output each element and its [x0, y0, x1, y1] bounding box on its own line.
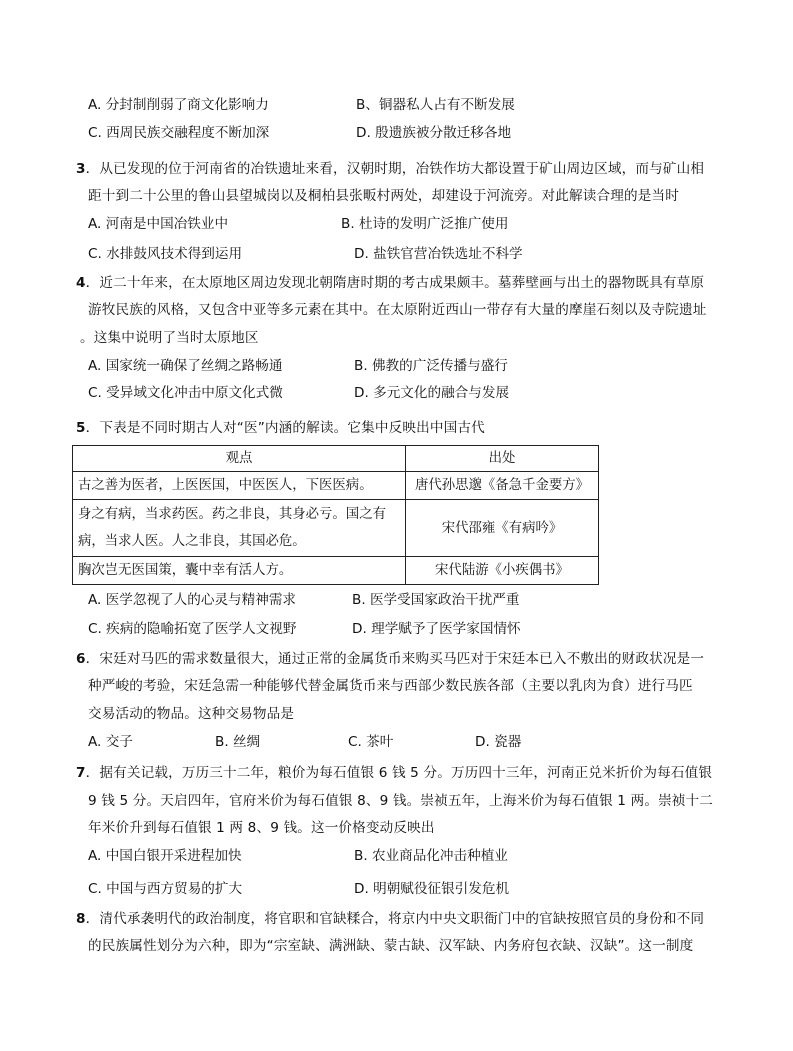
q5-option-c: C. 疾病的隐喻拓宽了医学人文视野: [88, 621, 297, 637]
q6-stem-line3: 交易活动的物品。这种交易物品是: [88, 706, 295, 722]
q4-stem-text1: ．近二十年来，在太原地区周边发现北朝隋唐时期的考古成果颇丰。墓葬壁画与出土的器物既具有草原: [85, 275, 705, 291]
q8-stem-line1: [76, 910, 704, 928]
q3-option-b: B. 杜诗的发明广泛推广使用: [341, 216, 509, 232]
q5-table-source-1: 唐代孙思邈《备急千金要方》: [406, 472, 599, 500]
q4-stem-line1: [76, 274, 704, 292]
q6-number: 6: [76, 651, 86, 667]
q8-stem-text1: ．清代承袭明代的政治制度，将官职和官缺糅合，将京内中央文职衙门中的官缺按照官员的身份和不同: [85, 911, 705, 927]
q8-number: 8: [76, 911, 86, 927]
q2-option-c: C. 西周民族交融程度不断加深: [88, 125, 270, 141]
q3-option-a: A. 河南是中国冶铁业中: [88, 216, 229, 232]
table-row: [73, 472, 599, 500]
q5-option-b: B. 医学受国家政治干扰严重: [352, 592, 520, 608]
q7-stem-line3: 年米价升到每石值银 1 两 8、9 钱。这一价格变动反映出: [88, 820, 435, 836]
q3-stem-line2: 距十到二十公里的鲁山县望城岗以及桐柏县张畈村两处，却建设于河流旁。对此解读合理的是当时: [88, 188, 679, 204]
table-row: [73, 557, 599, 585]
q6-stem-line1: [76, 650, 704, 668]
q4-number: 4: [76, 275, 86, 291]
q6-stem-text1: ．宋廷对马匹的需求数量很大，通过正常的金属货币来购买马匹对于宋廷本已入不敷出的财政状况是一: [85, 651, 705, 667]
q7-option-c: C. 中国与西方贸易的扩大: [88, 881, 243, 897]
q6-option-b: B. 丝绸: [215, 734, 261, 750]
q4-option-c: C. 受异域文化冲击中原文化式微: [88, 385, 283, 401]
q5-table-view-2: 身之有病，当求药医。药之非良，其身必亏。国之有病，当求人医。人之非良，其国必危。: [73, 500, 406, 557]
q3-number: 3: [76, 161, 86, 177]
q5-table-header-source: 出处: [406, 446, 599, 472]
q7-stem-line1: [76, 764, 712, 782]
q4-option-a: A. 国家统一确保了丝绸之路畅通: [88, 358, 283, 374]
q7-stem-line2: 9 钱 5 分。天启四年，官府米价为每石值银 8、9 钱。崇祯五年，上海米价为每石值银 1 两。崇祯十二: [88, 793, 714, 809]
q4-stem-line2: 游牧民族的风格，又包含中亚等多元素在其中。在太原附近西山一带存有大量的摩崖石刻以及寺院遗址: [88, 302, 707, 318]
q5-table-view-1: 古之善为医者，上医医国，中医医人，下医医病。: [73, 472, 406, 500]
q3-option-d: D. 盐铁官营冶铁选址不科学: [354, 246, 523, 262]
q5-stem: [76, 419, 485, 437]
q5-option-a: A. 医学忽视了人的心灵与精神需求: [88, 592, 297, 608]
q3-option-c: C. 水排鼓风技术得到运用: [88, 246, 243, 262]
q7-option-d: D. 明朝赋役征银引发危机: [354, 881, 510, 897]
q5-option-d: D. 理学赋予了医学家国情怀: [352, 621, 521, 637]
q8-stem-line2: 的民族属性划分为六种，即为“宗室缺、满洲缺、蒙古缺、汉军缺、内务府包衣缺、汉缺”。这一制度: [88, 938, 694, 954]
q5-table: [72, 445, 599, 585]
q5-table-header-view: 观点: [73, 446, 406, 472]
q6-stem-line2: 种严峻的考验，宋廷急需一种能够代替金属货币来与西部少数民族各部（主要以乳肉为食）进行马匹: [88, 678, 693, 694]
q3-stem-text1: ．从已发现的位于河南省的冶铁遗址来看，汉朝时期，冶铁作坊大都设置于矿山周边区域，而与矿山相: [85, 161, 705, 177]
table-row: [73, 500, 599, 557]
q6-option-c: C. 茶叶: [348, 734, 394, 750]
q5-number: 5: [76, 420, 86, 436]
q7-option-b: B. 农业商品化冲击种植业: [354, 848, 508, 864]
q5-table-header-row: [73, 446, 599, 472]
q4-option-b: B. 佛教的广泛传播与盛行: [354, 358, 508, 374]
q5-table-source-3: 宋代陆游《小疾偶书》: [406, 557, 599, 585]
q7-stem-text1: ．据有关记载，万历三十二年，粮价为每石值银 6 钱 5 分。万历四十三年，河南正兑米折价为每石值银: [85, 765, 713, 781]
q2-option-a: A. 分封制削弱了商文化影响力: [88, 97, 269, 113]
q5-table-view-3: 胸次岂无医国策，囊中幸有活人方。: [73, 557, 406, 585]
q3-stem-line1: [76, 160, 704, 178]
q2-option-d: D. 殷遗族被分散迁移各地: [356, 125, 512, 141]
q4-stem-line3: 。这集中说明了当时太原地区: [80, 330, 259, 346]
q7-number: 7: [76, 765, 86, 781]
q6-option-a: A. 交子: [88, 734, 133, 750]
q7-option-a: A. 中国白银开采进程加快: [88, 848, 242, 864]
q5-table-source-2: 宋代邵雍《有病吟》: [406, 500, 599, 557]
q6-option-d: D. 瓷器: [475, 734, 522, 750]
q4-option-d: D. 多元文化的融合与发展: [354, 385, 510, 401]
q2-option-b: B、铜器私人占有不断发展: [356, 97, 515, 113]
q5-stem-text: ．下表是不同时期古人对“医”内涵的解读。它集中反映出中国古代: [85, 420, 485, 436]
